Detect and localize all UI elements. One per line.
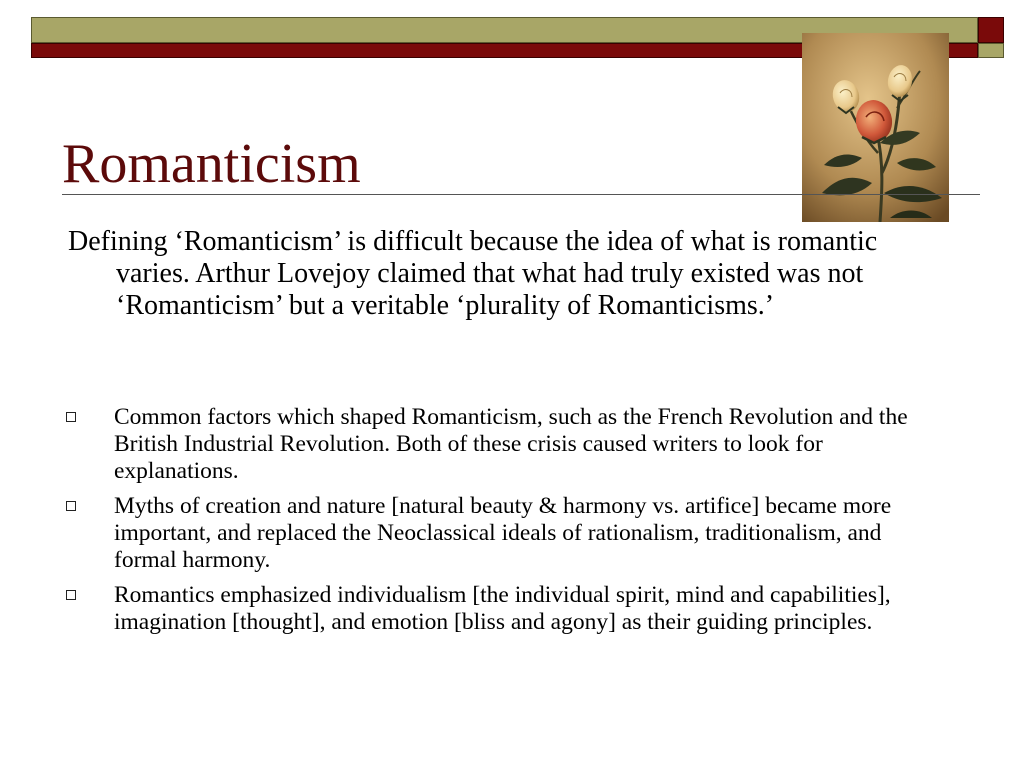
bullet-text: Common factors which shaped Romanticism, such as the French Revolution and the British Industrial Revolution. Both of these crisis caused writers to look for explanations. <box>114 404 908 484</box>
bullet-text: Romantics emphasized individualism [the individual spirit, mind and capabilities], imagination [thought], and emotion [bliss and agony] as their guiding principles. <box>114 582 891 635</box>
corner-square-olive <box>978 43 1004 58</box>
hollow-square-icon <box>66 412 76 422</box>
intro-paragraph: Defining ‘Romanticism’ is difficult because the idea of what is romantic varies. Arthur Lovejoy claimed that what had truly existed was not ‘Romanticism’ but a veritable ‘plurality of Romanticisms.’ <box>68 226 878 321</box>
hollow-square-icon <box>66 590 76 600</box>
title-divider <box>62 194 980 195</box>
list-item <box>62 582 942 636</box>
hollow-square-icon <box>66 501 76 511</box>
corner-square-red <box>978 17 1004 43</box>
list-item <box>62 493 942 574</box>
bullet-text: Myths of creation and nature [natural beauty & harmony vs. artifice] became more important, and replaced the Neoclassical ideals of rationalism, traditionalism, and formal harmony. <box>114 493 892 573</box>
slide-title: Romanticism <box>62 133 361 195</box>
bullet-list <box>62 404 942 644</box>
list-item <box>62 404 942 485</box>
